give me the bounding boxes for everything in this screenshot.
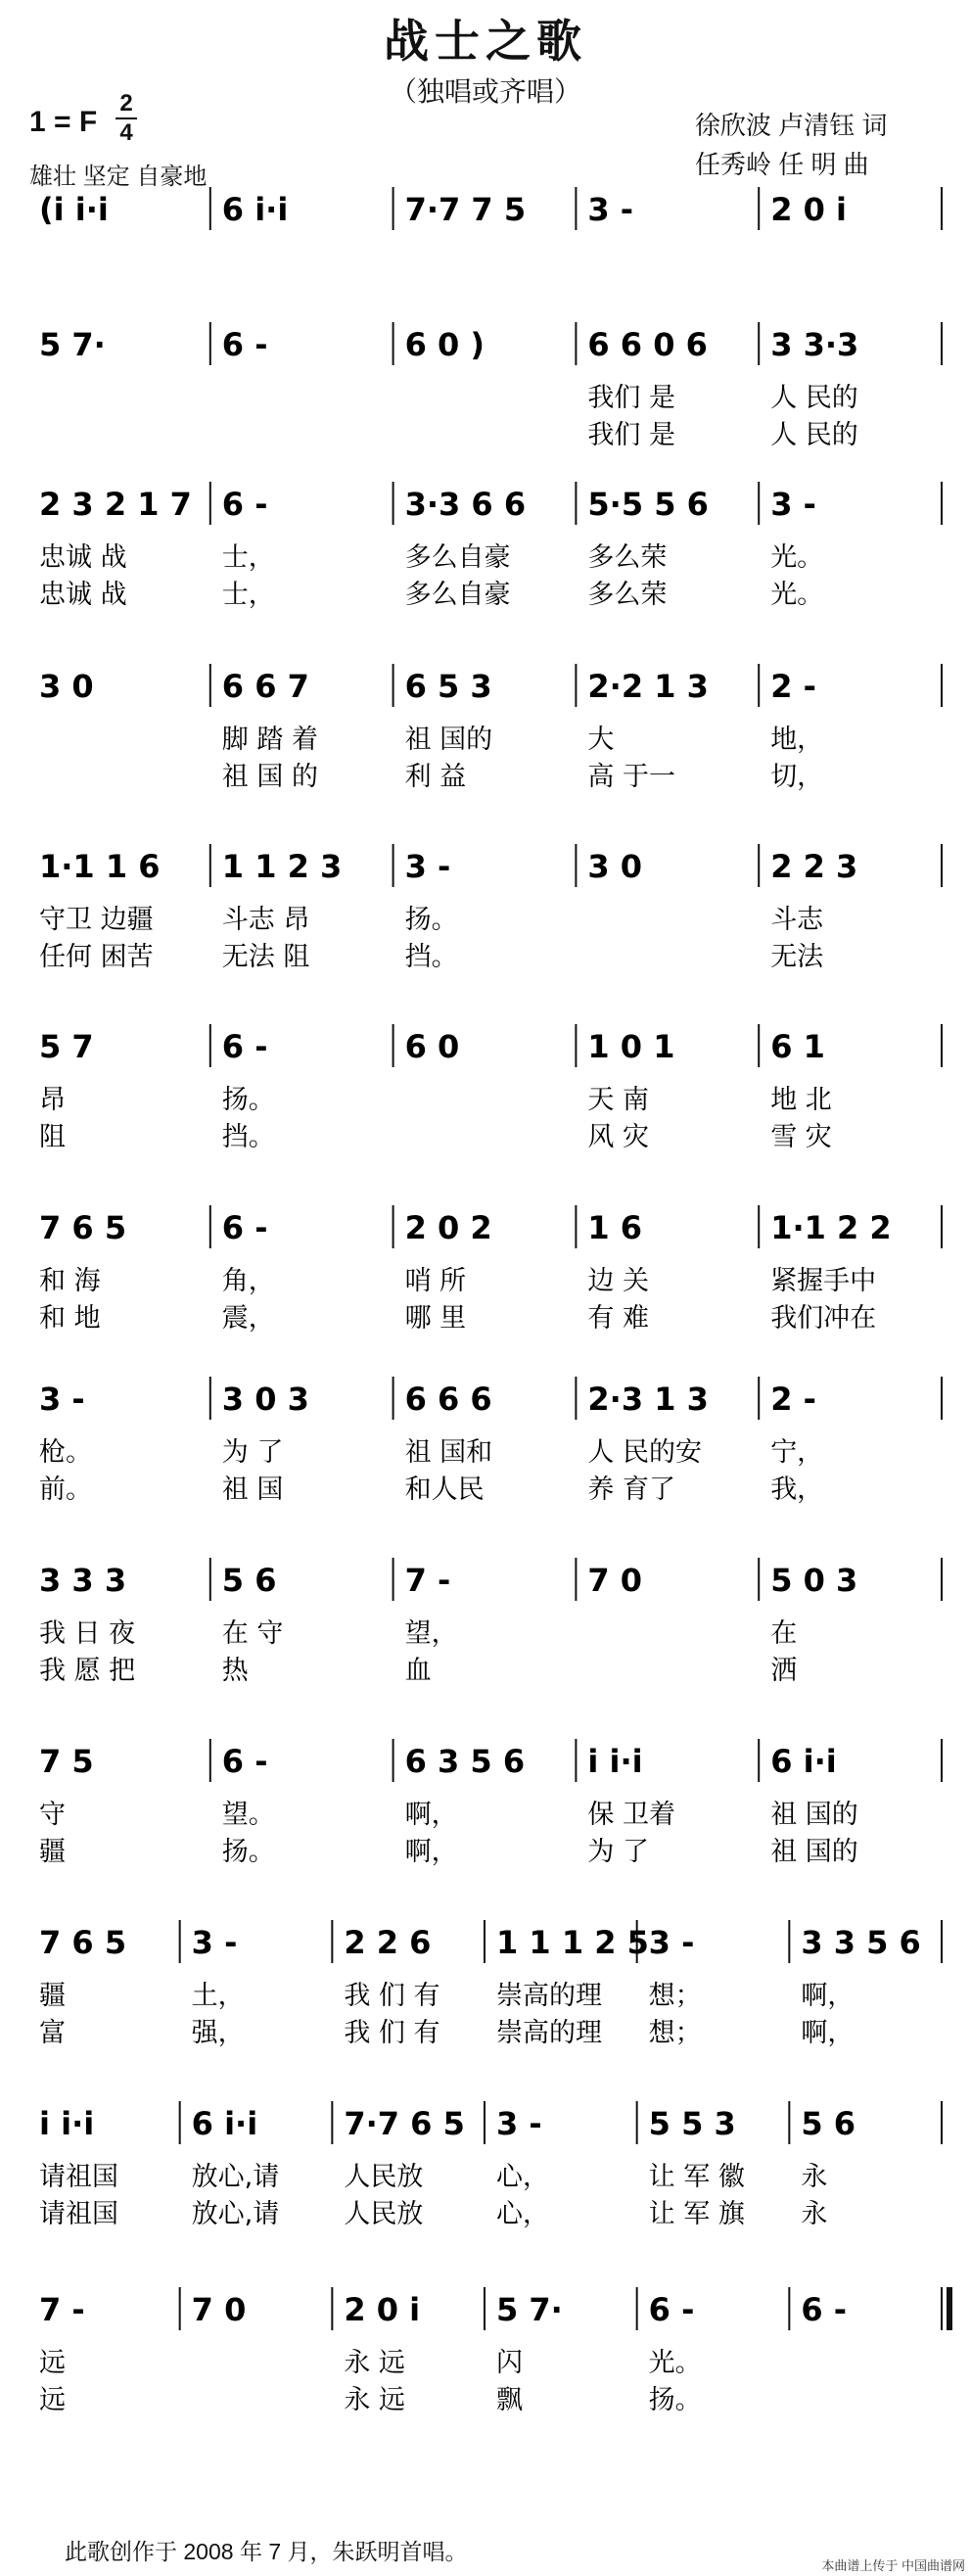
measure-notes: 6 i·i [221, 191, 289, 228]
lyric-text: 我们 是 [587, 420, 675, 450]
lyric-text: 哨 所 [404, 1266, 467, 1296]
lyric-text: 啊， [404, 1837, 458, 1867]
lyric-text: 养 育了 [587, 1475, 675, 1505]
lyric-text: 脚 踏 着 [221, 725, 318, 755]
lyric-text: 为 了 [587, 1837, 649, 1867]
measure-notes: 3 3 3 [39, 1562, 127, 1599]
lyric-text: 让 军 徽 [648, 2162, 745, 2192]
lyric-text: 土， [191, 1981, 245, 2011]
lyric-text: 祖 国 [221, 1475, 284, 1505]
lyric-text: 人民放 [344, 2199, 424, 2229]
lyric-text: 守卫 边疆 [39, 905, 154, 935]
lyric-text: 光。 [770, 542, 824, 573]
lyricist-credit: 徐欣波 卢清钰 词 [695, 111, 888, 140]
lyric-text: 和 地 [39, 1303, 101, 1334]
measure-notes: 2 - [770, 668, 816, 705]
measure-notes: 7 0 [191, 2291, 247, 2328]
lyric-text: 我 们 有 [344, 2018, 440, 2048]
lyric-text: 高 于一 [587, 762, 675, 792]
lyric-text: 啊， [801, 2018, 855, 2048]
lyric-text: 祖 国的 [770, 1837, 858, 1867]
measure-notes: 3·3 6 6 [404, 486, 527, 523]
measure-notes: 7 0 [587, 1562, 643, 1599]
lyric-text: 宁， [770, 1437, 824, 1468]
lyric-text: 富 [39, 2018, 66, 2048]
lyric-text: 疆 [39, 1981, 66, 2011]
lyric-text: 我 日 夜 [39, 1618, 136, 1649]
uploader-watermark: 本曲谱上传于 中国曲谱网 [821, 2558, 965, 2573]
lyric-text: 天 南 [587, 1085, 649, 1115]
lyric-text: 祖 国和 [404, 1437, 493, 1468]
measure-notes: 6 - [221, 1743, 268, 1780]
lyric-text: 请祖国 [39, 2162, 118, 2192]
measure-notes: 6 6 7 [221, 668, 309, 705]
measure-notes: 2 3 2 1 7 [39, 486, 192, 523]
lyric-text: 热 [221, 1656, 249, 1686]
measure-notes: (i i·i [39, 191, 109, 228]
lyric-text: 无法 [770, 942, 824, 972]
lyric-text: 人 民的 [770, 383, 858, 413]
key-signature: 1 = F [29, 106, 98, 138]
lyric-text: 血 [404, 1656, 432, 1686]
lyric-text: 我 愿 把 [39, 1656, 136, 1686]
lyric-text: 祖 国 的 [221, 762, 318, 792]
lyric-text: 震， [221, 1303, 275, 1334]
lyric-text: 风 灾 [587, 1122, 649, 1152]
time-signature-bottom: 4 [119, 119, 133, 146]
lyric-text: 啊， [801, 1981, 855, 2011]
measure-notes: 3 - [770, 486, 816, 523]
measure-notes: 1·1 1 6 [39, 848, 161, 885]
lyric-text: 雪 灾 [770, 1122, 832, 1152]
measure-notes: 5 0 3 [770, 1562, 858, 1599]
lyric-text: 远 [39, 2385, 66, 2415]
measure-notes: 5 5 3 [648, 2105, 736, 2142]
lyric-text: 利 益 [404, 762, 467, 792]
lyric-text: 人民放 [344, 2162, 424, 2192]
time-signature-top: 2 [119, 90, 133, 117]
lyric-text: 洒 [770, 1656, 798, 1686]
measure-notes: 7 6 5 [39, 1924, 127, 1961]
measure-notes: 6 - [221, 1209, 268, 1246]
lyric-text: 祖 国的 [404, 725, 493, 755]
measure-notes: 7 - [404, 1562, 451, 1599]
lyric-text: 永 远 [344, 2348, 405, 2378]
measure-notes: 1 0 1 [587, 1028, 675, 1065]
lyric-text: 崇高的理 [496, 1981, 602, 2011]
measure-notes: 5 6 [221, 1562, 277, 1599]
lyric-text: 扬。 [221, 1085, 275, 1115]
song-subtitle: （独唱或齐唱） [389, 75, 581, 108]
measure-notes: 2·3 1 3 [587, 1381, 709, 1418]
lyric-text: 阻 [39, 1122, 66, 1152]
measure-notes: 2 2 3 [770, 848, 858, 885]
lyric-text: 祖 国的 [770, 1800, 858, 1830]
lyric-text: 请祖国 [39, 2199, 118, 2229]
measure-notes: 5 7· [39, 326, 106, 363]
lyric-text: 昂 [39, 1085, 66, 1115]
lyric-text: 闪 [496, 2348, 523, 2378]
lyric-text: 忠诚 战 [39, 542, 127, 573]
measure-notes: 3 - [404, 848, 451, 885]
measure-notes: 6 1 [770, 1028, 825, 1065]
lyric-text: 扬。 [648, 2385, 702, 2415]
lyric-text: 扬。 [404, 905, 458, 935]
lyric-text: 有 难 [587, 1303, 649, 1334]
lyric-text: 飘 [496, 2385, 523, 2415]
lyric-text: 边 关 [587, 1266, 649, 1296]
measure-notes: 3 3·3 [770, 326, 859, 363]
measure-notes: 3 0 [39, 668, 94, 705]
lyric-text: 远 [39, 2348, 66, 2378]
lyric-text: 啊， [404, 1800, 458, 1830]
lyric-text: 疆 [39, 1837, 66, 1867]
lyric-text: 斗志 [770, 905, 824, 935]
measure-notes: 2 0 i [770, 191, 847, 228]
measure-notes: 1 6 [587, 1209, 643, 1246]
lyric-text: 想； [648, 2018, 702, 2048]
composer-credit: 任秀岭 任 明 曲 [695, 150, 869, 179]
lyric-text: 保 卫着 [587, 1800, 675, 1830]
measure-notes: 1 1 2 3 [221, 848, 343, 885]
lyric-text: 和 海 [39, 1266, 101, 1296]
lyric-text: 人 民的 [770, 420, 858, 450]
lyric-text: 为 了 [221, 1437, 284, 1468]
lyric-text: 枪。 [39, 1437, 92, 1468]
lyric-text: 任何 困苦 [39, 942, 154, 972]
measure-notes: 3 - [39, 1381, 85, 1418]
measure-notes: 7 5 [39, 1743, 94, 1780]
measure-notes: 5 6 [801, 2105, 856, 2142]
measure-notes: 7 6 5 [39, 1209, 127, 1246]
measure-notes: 6 i·i [770, 1743, 837, 1780]
lyric-text: 放心,请 [191, 2162, 280, 2192]
measure-notes: 7 - [39, 2291, 85, 2328]
lyric-text: 斗志 昂 [221, 905, 310, 935]
lyric-text: 在 守 [221, 1618, 284, 1649]
measure-notes: 3 - [587, 191, 634, 228]
lyric-text: 多么荣 [587, 542, 668, 573]
lyric-text: 永 [801, 2199, 828, 2229]
lyric-text: 前。 [39, 1475, 92, 1505]
lyric-text: 忠诚 战 [39, 580, 127, 610]
measure-notes: 6 5 3 [404, 668, 492, 705]
measure-notes: 7·7 6 5 [344, 2105, 465, 2142]
lyric-text: 光。 [648, 2348, 702, 2378]
lyric-text: 永 远 [344, 2385, 405, 2415]
lyric-text: 人 民的安 [587, 1437, 702, 1468]
measure-notes: 6 6 0 6 [587, 326, 708, 363]
footer-note: 此歌创作于 2008 年 7 月，朱跃明首唱。 [65, 2539, 468, 2564]
measure-notes: 3 0 [587, 848, 643, 885]
measure-notes: 1·1 2 2 [770, 1209, 892, 1246]
measure-notes: 6 0 ) [404, 326, 486, 363]
measure-notes: 6 - [801, 2291, 848, 2328]
measure-notes: 2 2 6 [344, 1924, 432, 1961]
lyric-text: 强， [191, 2018, 245, 2048]
measure-notes: 6 - [221, 1028, 268, 1065]
lyric-text: 我们冲在 [770, 1303, 877, 1334]
lyric-text: 切， [770, 762, 824, 792]
measure-notes: i i·i [587, 1743, 643, 1780]
lyric-text: 和人民 [404, 1475, 485, 1505]
lyric-text: 士， [221, 542, 275, 573]
lyric-text: 挡。 [221, 1122, 275, 1152]
measure-notes: 6 - [221, 326, 268, 363]
measure-notes: 6 - [221, 486, 268, 523]
measure-notes: 6 3 5 6 [404, 1743, 526, 1780]
lyric-text: 无法 阻 [221, 942, 310, 972]
lyric-text: 多么自豪 [404, 542, 511, 573]
lyric-text: 光。 [770, 580, 824, 610]
lyric-text: 在 [770, 1618, 798, 1649]
tempo-marking: 雄壮 坚定 自豪地 [29, 164, 208, 190]
lyric-text: 崇高的理 [496, 2018, 602, 2048]
measure-notes: 2 - [770, 1381, 816, 1418]
lyric-text: 我们 是 [587, 383, 675, 413]
lyric-text: 心， [496, 2162, 549, 2192]
lyric-text: 角， [221, 1266, 275, 1296]
lyric-text: 紧握手中 [770, 1266, 877, 1296]
lyric-text: 多么荣 [587, 580, 668, 610]
measure-notes: 2 0 2 [404, 1209, 492, 1246]
lyric-text: 望， [404, 1618, 458, 1649]
lyric-text: 放心,请 [191, 2199, 280, 2229]
lyric-text: 哪 里 [404, 1303, 467, 1334]
measure-notes: 2 0 i [344, 2291, 421, 2328]
measure-notes: 2·2 1 3 [587, 668, 709, 705]
measure-notes: 3 - [648, 1924, 695, 1961]
lyric-text: 地， [770, 725, 824, 755]
measure-notes: 3 3 5 6 [801, 1924, 921, 1961]
measure-notes: 3 - [496, 2105, 542, 2142]
lyric-text: 我， [770, 1475, 824, 1505]
lyric-text: 让 军 旗 [648, 2199, 745, 2229]
measure-notes: 3 - [191, 1924, 238, 1961]
measure-notes: 6 - [648, 2291, 695, 2328]
lyric-text: 大 [587, 725, 615, 755]
measure-notes: 5 7 [39, 1028, 94, 1065]
song-title: 战士之歌 [384, 15, 587, 68]
lyric-text: 挡。 [404, 942, 458, 972]
measure-notes: 3 0 3 [221, 1381, 309, 1418]
measure-notes: 1 1 1 2 5 [496, 1924, 649, 1961]
lyric-text: 地 北 [770, 1085, 832, 1115]
lyric-text: 想； [648, 1981, 702, 2011]
measure-notes: i i·i [39, 2105, 95, 2142]
measure-notes: 7·7 7 5 [404, 191, 527, 228]
lyric-text: 守 [39, 1800, 66, 1830]
measure-notes: 5 7· [496, 2291, 563, 2328]
lyric-text: 心， [496, 2199, 549, 2229]
lyric-text: 永 [801, 2162, 828, 2192]
lyric-text: 士， [221, 580, 275, 610]
measure-notes: 6 0 [404, 1028, 460, 1065]
measure-notes: 6 i·i [191, 2105, 258, 2142]
lyric-text: 多么自豪 [404, 580, 511, 610]
measure-notes: 5·5 5 6 [587, 486, 709, 523]
lyric-text: 我 们 有 [344, 1981, 440, 2011]
lyric-text: 望。 [221, 1800, 275, 1830]
measure-notes: 6 6 6 [404, 1381, 492, 1418]
lyric-text: 扬。 [221, 1837, 275, 1867]
